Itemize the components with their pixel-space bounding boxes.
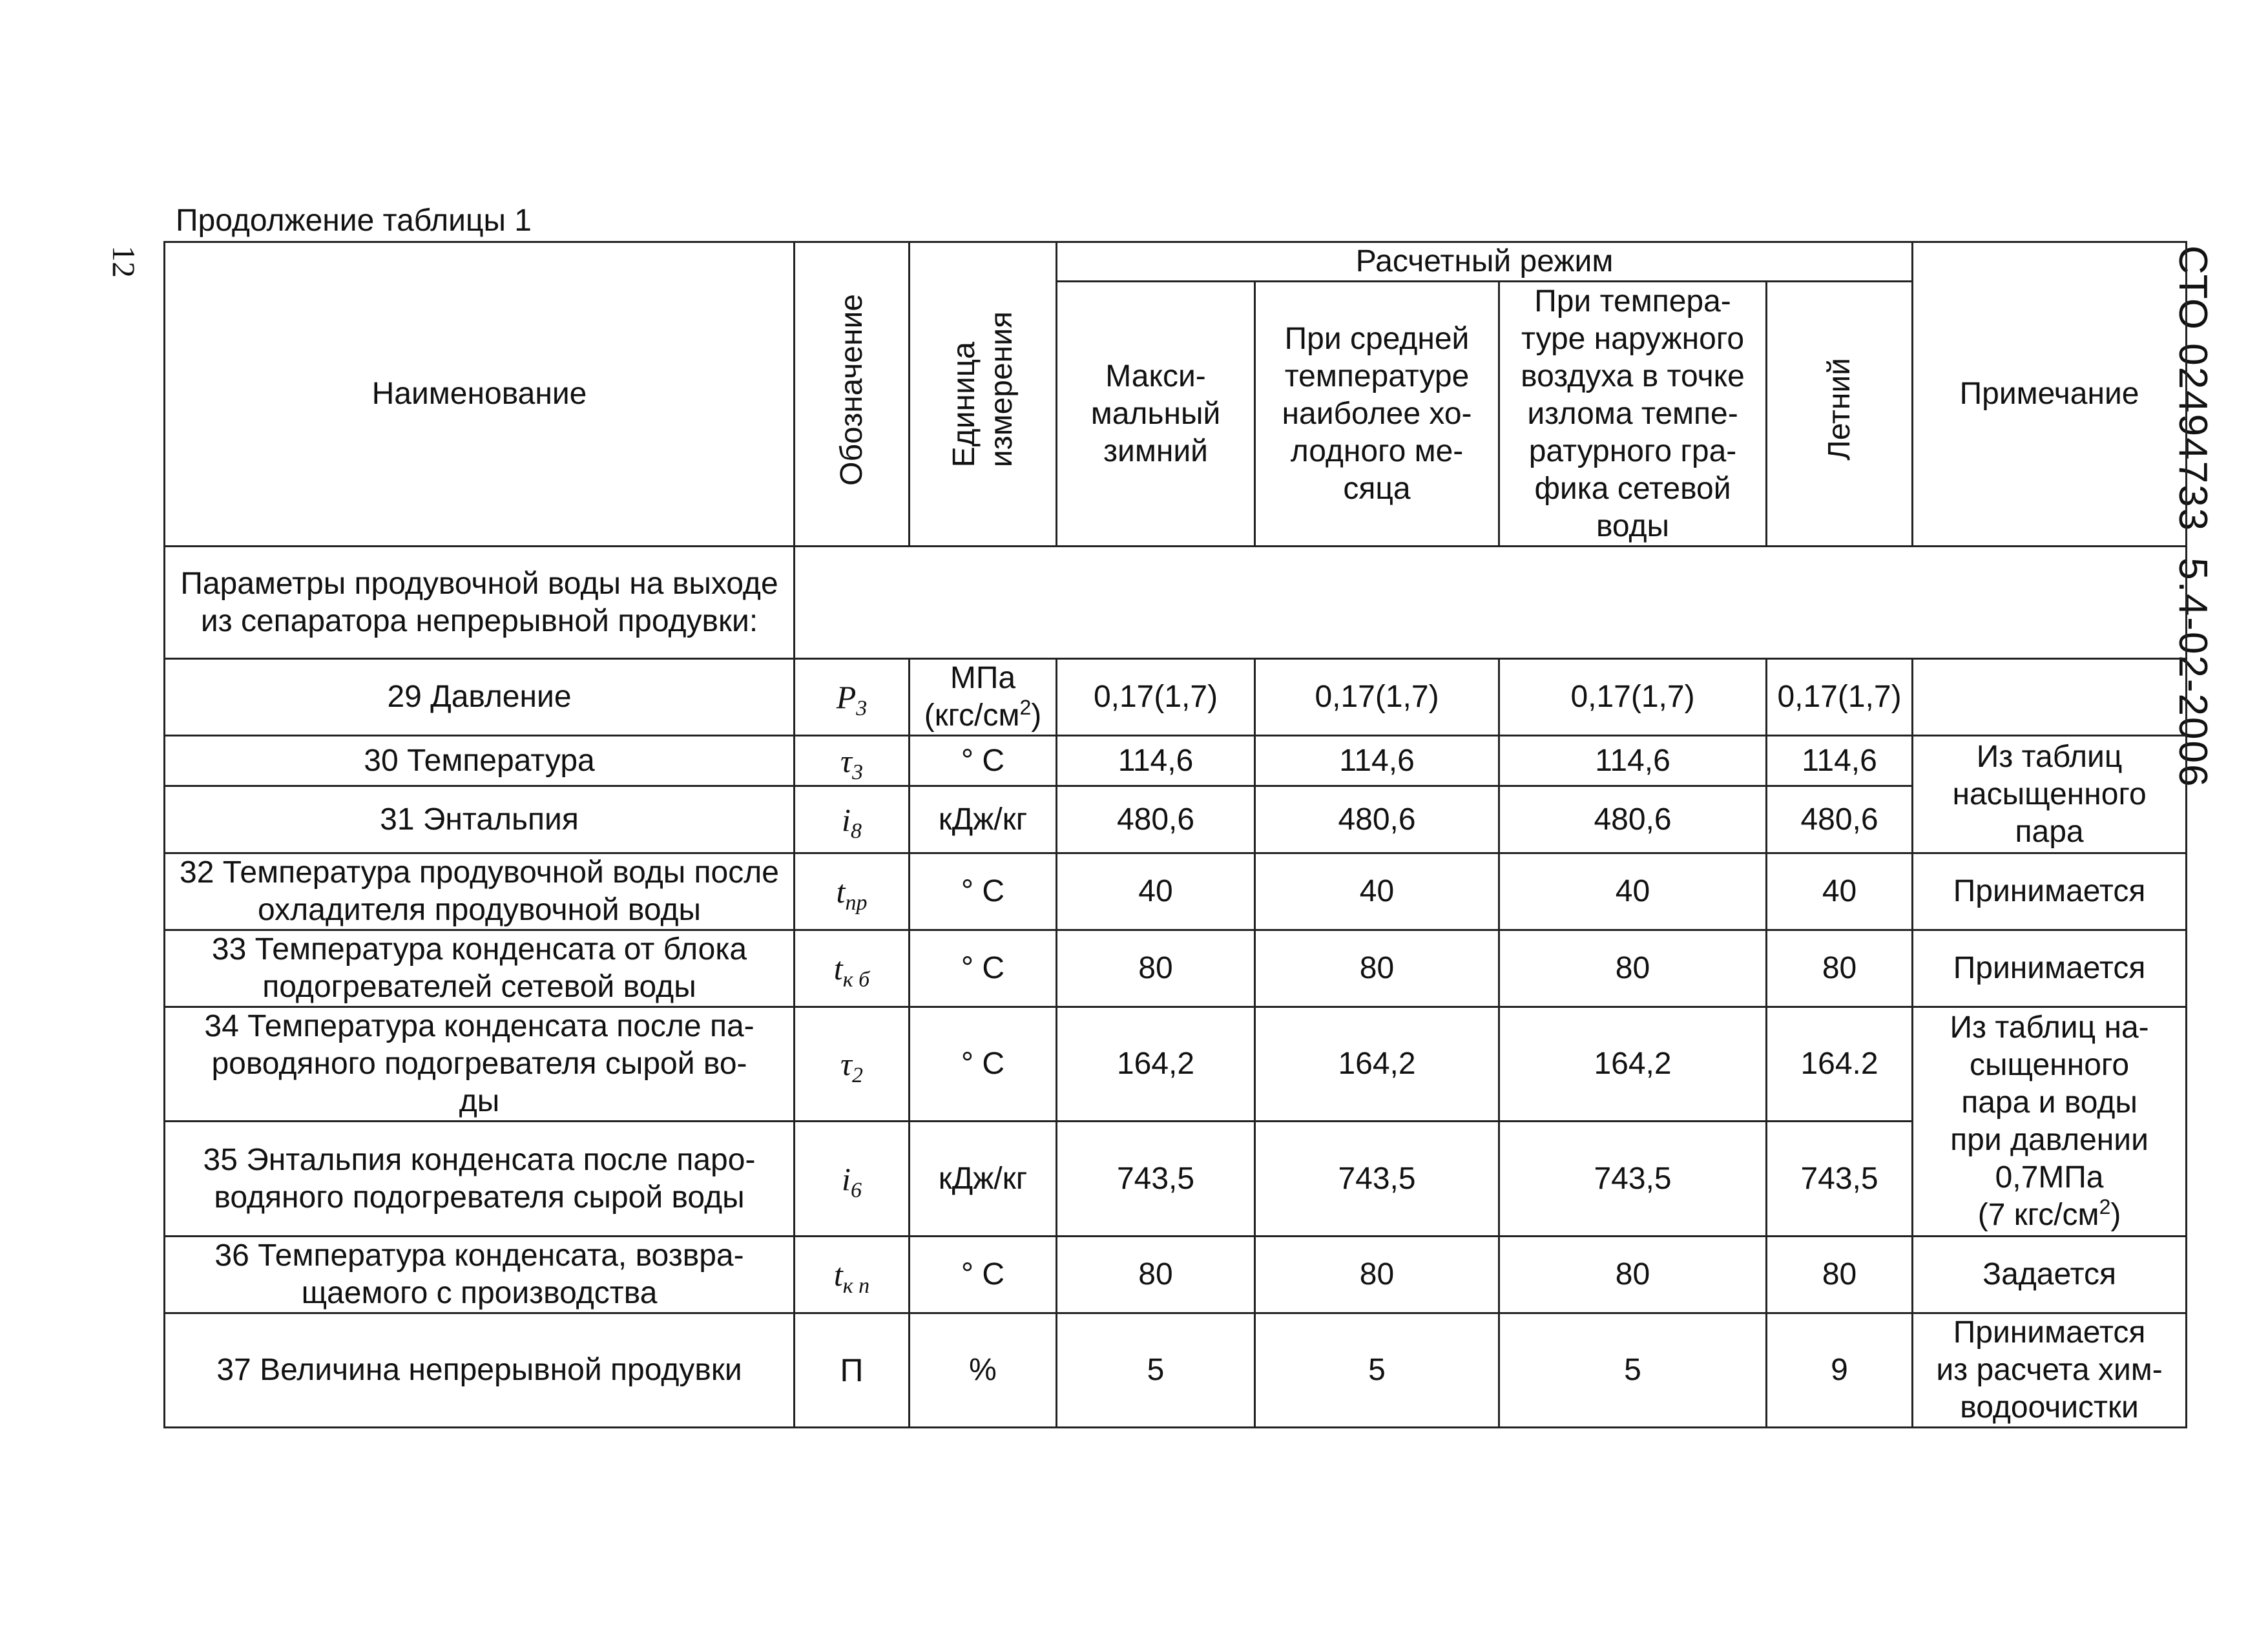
row-value-summer: 80 — [1767, 930, 1913, 1007]
row-value-max: 80 — [1057, 1237, 1255, 1313]
table-row — [165, 659, 2187, 736]
row-unit: МПа $(кгс/см^2)$ — [910, 659, 1057, 736]
row-value-avg: 80 — [1255, 930, 1499, 1007]
row-value-break: 80 — [1499, 930, 1767, 1007]
header-note: Примечание — [1913, 242, 2187, 547]
row-value-break: 480,6 — [1499, 786, 1767, 853]
header-mode-avg: При средней температуре наиболее хо- лодного ме- сяца — [1255, 282, 1499, 547]
table-caption: Продолжение таблицы 1 — [176, 204, 532, 238]
row-value-max: 5 — [1057, 1313, 1255, 1428]
row-symbol: П — [795, 1313, 910, 1428]
row-symbol: $t_{к п}$ — [795, 1237, 910, 1313]
row-note: Принимается из расчета хим- водоочистки — [1913, 1313, 2187, 1428]
section-title: Параметры продувочной воды на выходе из сепаратора непрерывной продувки: — [165, 547, 795, 659]
page-number: 12 — [106, 245, 142, 278]
document-code-part2: 5.4-02-2006 — [2170, 558, 2215, 788]
row-value-avg: 5 — [1255, 1313, 1499, 1428]
row-value-avg: 743,5 — [1255, 1122, 1499, 1237]
row-value-summer: 40 — [1767, 853, 1913, 930]
row-value-break: 114,6 — [1499, 736, 1767, 786]
row-name: 31 Энтальпия — [165, 786, 795, 853]
row-note: Принимается — [1913, 853, 2187, 930]
row-value-break: 5 — [1499, 1313, 1767, 1428]
header-unit — [910, 242, 1057, 547]
row-value-summer: 480,6 — [1767, 786, 1913, 853]
row-note — [1913, 659, 2187, 736]
document-code-part1: СТО 02494733 — [2170, 245, 2215, 532]
row-value-avg: 164,2 — [1255, 1007, 1499, 1122]
row-symbol: $t_{пр}$ — [795, 853, 910, 930]
row-unit: ° С — [910, 853, 1057, 930]
header-row-top — [165, 242, 2187, 282]
header-mode-group: Расчетный режим — [1057, 242, 1913, 282]
header-mode-break: При темпера- туре наружного воздуха в точке излома темпе- ратурного гра- фика сетевой воды — [1499, 282, 1767, 547]
row-unit: ° С — [910, 736, 1057, 786]
row-value-max: 40 — [1057, 853, 1255, 930]
table-row — [165, 853, 2187, 930]
row-name: 37 Величина непрерывной продувки — [165, 1313, 795, 1428]
row-value-summer: 743,5 — [1767, 1122, 1913, 1237]
table-row — [165, 930, 2187, 1007]
row-value-summer: 164.2 — [1767, 1007, 1913, 1122]
table-row — [165, 1237, 2187, 1313]
row-value-summer: 9 — [1767, 1313, 1913, 1428]
row-name: 30 Температура — [165, 736, 795, 786]
row-unit: ° С — [910, 930, 1057, 1007]
row-unit: кДж/кг — [910, 786, 1057, 853]
row-value-avg: 114,6 — [1255, 736, 1499, 786]
table-row — [165, 736, 2187, 786]
row-value-avg: 480,6 — [1255, 786, 1499, 853]
row-name: 36 Температура конденсата, возвра- щаемого с производства — [165, 1237, 795, 1313]
row-unit: ° С — [910, 1237, 1057, 1313]
header-mode-max: Макси- мальный зимний — [1057, 282, 1255, 547]
row-value-avg: 40 — [1255, 853, 1499, 930]
row-value-max: 743,5 — [1057, 1122, 1255, 1237]
row-value-max: 0,17(1,7) — [1057, 659, 1255, 736]
header-symbol: Обозначение — [795, 242, 910, 547]
header-unit-line1: Единица — [946, 342, 981, 468]
table-row — [165, 1007, 2187, 1122]
row-unit: кДж/кг — [910, 1122, 1057, 1237]
row-symbol: $P_3$ — [795, 659, 910, 736]
row-value-summer: 80 — [1767, 1237, 1913, 1313]
header-mode-summer: Летний — [1767, 282, 1913, 547]
row-symbol: $\tau_2$ — [795, 1007, 910, 1122]
row-value-avg: 80 — [1255, 1237, 1499, 1313]
row-symbol: $i_8$ — [795, 786, 910, 853]
row-value-avg: 0,17(1,7) — [1255, 659, 1499, 736]
row-name: 35 Энтальпия конденсата после паро- водяного подогревателя сырой воды — [165, 1122, 795, 1237]
row-note: Задается — [1913, 1237, 2187, 1313]
row-value-break: 0,17(1,7) — [1499, 659, 1767, 736]
row-value-break: 743,5 — [1499, 1122, 1767, 1237]
header-unit-line2: измерения — [984, 311, 1019, 468]
row-name: 32 Температура продувочной воды после охладителя продувочной воды — [165, 853, 795, 930]
row-note: Из таблиц насыщенного пара — [1913, 736, 2187, 853]
table-row — [165, 786, 2187, 853]
section-empty — [795, 547, 2187, 659]
row-symbol: $t_{к б}$ — [795, 930, 910, 1007]
row-value-break: 40 — [1499, 853, 1767, 930]
row-value-break: 80 — [1499, 1237, 1767, 1313]
table-row — [165, 1313, 2187, 1428]
row-value-max: 164,2 — [1057, 1007, 1255, 1122]
row-note: Принимается — [1913, 930, 2187, 1007]
row-symbol: $i_6$ — [795, 1122, 910, 1237]
row-value-max: 480,6 — [1057, 786, 1255, 853]
row-symbol: $\tau_3$ — [795, 736, 910, 786]
row-name: 33 Температура конденсата от блока подогревателей сетевой воды — [165, 930, 795, 1007]
section-row — [165, 547, 2187, 659]
row-value-summer: 0,17(1,7) — [1767, 659, 1913, 736]
row-value-max: 80 — [1057, 930, 1255, 1007]
row-value-max: 114,6 — [1057, 736, 1255, 786]
table-row — [165, 1122, 2187, 1237]
row-value-summer: 114,6 — [1767, 736, 1913, 786]
row-name: 34 Температура конденсата после па- роводяного подогревателя сырой во- ды — [165, 1007, 795, 1122]
row-unit: ° С — [910, 1007, 1057, 1122]
row-unit: % — [910, 1313, 1057, 1428]
header-name: Наименование — [165, 242, 795, 547]
row-name: 29 Давление — [165, 659, 795, 736]
row-note: Из таблиц на- сыщенного пара и воды при давлении 0,7МПа (7 кгс/$см^2$) — [1913, 1007, 2187, 1237]
parameters-table — [163, 241, 2187, 1428]
row-value-break: 164,2 — [1499, 1007, 1767, 1122]
